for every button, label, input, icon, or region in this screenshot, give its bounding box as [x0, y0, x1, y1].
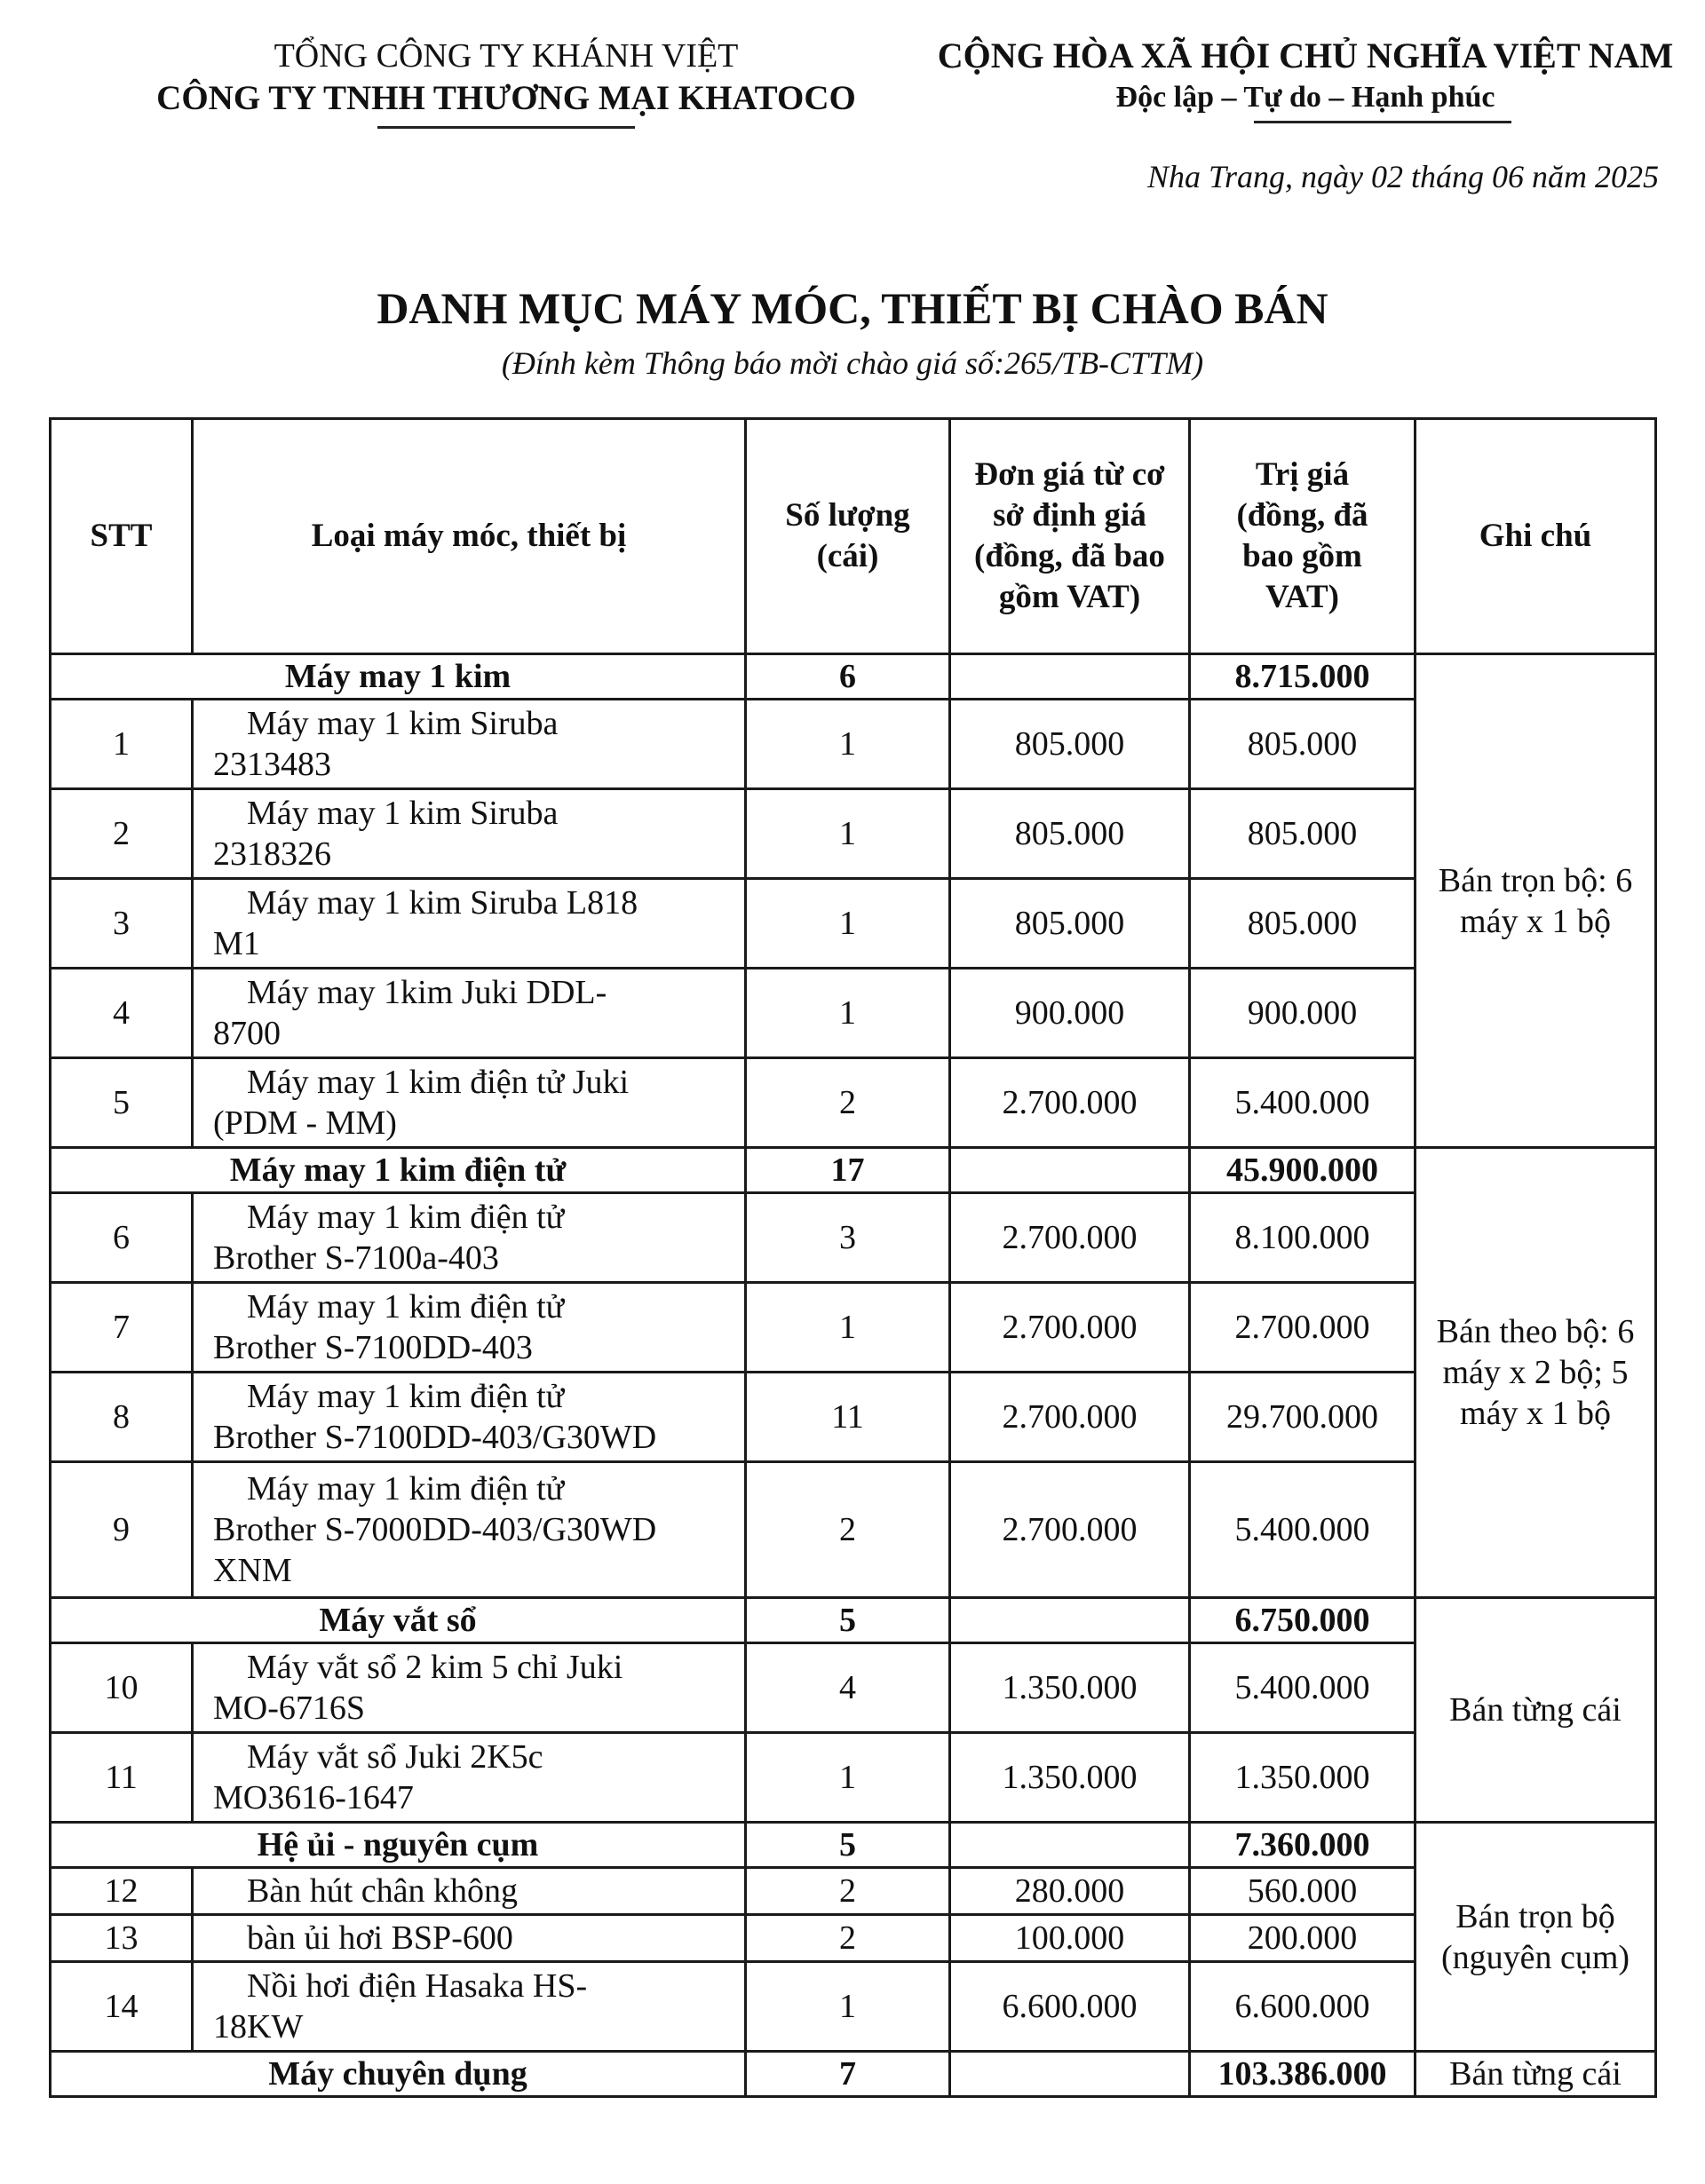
group-name: Máy may 1 kim: [51, 654, 746, 700]
group-name: Máy may 1 kim điện tử: [51, 1148, 746, 1193]
item-value: 200.000: [1190, 1915, 1416, 1962]
item-name-line1: Nồi hơi điện Hasaka HS-: [247, 1967, 588, 2005]
col-header-stt: STT: [51, 419, 193, 654]
motto: Độc lập – Tự do – Hạnh phúc: [1115, 81, 1495, 114]
item-name: [193, 1915, 746, 1962]
item-name-line2: 18KW: [213, 2008, 304, 2046]
item-stt: 10: [51, 1643, 193, 1733]
item-name-line1: Máy may 1 kim Siruba: [247, 795, 559, 832]
group-value: 8.715.000: [1190, 654, 1416, 700]
group-note: Bán trọn bộ (nguyên cụm): [1416, 1823, 1656, 2052]
item-stt: 9: [51, 1462, 193, 1598]
col-header-note: Ghi chú: [1416, 419, 1656, 654]
item-stt: 7: [51, 1283, 193, 1373]
item-stt: 5: [51, 1058, 193, 1148]
item-qty: 2: [746, 1915, 950, 1962]
table-row: [51, 1733, 1656, 1823]
group-value: 45.900.000: [1190, 1148, 1416, 1193]
item-name: [193, 1643, 746, 1733]
table-row: [51, 969, 1656, 1058]
table-row: [51, 1962, 1656, 2052]
item-stt: 6: [51, 1193, 193, 1283]
item-qty: 1: [746, 1283, 950, 1373]
group-name: Hệ ủi - nguyên cụm: [51, 1823, 746, 1868]
item-unit-price: 6.600.000: [950, 1962, 1190, 2052]
item-stt: 4: [51, 969, 193, 1058]
group-note: Bán từng cái: [1416, 1598, 1656, 1823]
group-note: Bán trọn bộ: 6 máy x 1 bộ: [1416, 654, 1656, 1148]
item-name-line2: MO-6716S: [213, 1689, 366, 1727]
item-unit-price: 805.000: [950, 879, 1190, 969]
item-unit-price: 2.700.000: [950, 1193, 1190, 1283]
group-value: 6.750.000: [1190, 1598, 1416, 1643]
item-value: 5.400.000: [1190, 1058, 1416, 1148]
item-unit-price: 2.700.000: [950, 1462, 1190, 1598]
item-qty: 1: [746, 789, 950, 879]
item-value: 5.400.000: [1190, 1462, 1416, 1598]
item-qty: 4: [746, 1643, 950, 1733]
table-row: [51, 1058, 1656, 1148]
item-stt: 11: [51, 1733, 193, 1823]
item-qty: 1: [746, 969, 950, 1058]
item-value: 2.700.000: [1190, 1283, 1416, 1373]
item-unit-price: 2.700.000: [950, 1373, 1190, 1462]
document-subtitle: (Đính kèm Thông báo mời chào giá số:265/TB-CTTM): [501, 345, 1204, 381]
item-name-line2: Brother S-7100a-403: [213, 1239, 499, 1277]
item-unit-price: 1.350.000: [950, 1733, 1190, 1823]
item-name-line2: M1: [213, 925, 260, 962]
item-name-line1: Bàn hút chân không: [247, 1872, 519, 1910]
item-value: 1.350.000: [1190, 1733, 1416, 1823]
group-unit-price: [950, 2052, 1190, 2097]
table-row: [51, 1643, 1656, 1733]
col-header-value: Trị giá (đồng, đã bao gồm VAT): [1190, 419, 1416, 654]
item-qty: 3: [746, 1193, 950, 1283]
item-name-line1: Máy vắt sổ Juki 2K5c: [247, 1738, 543, 1776]
item-name-line1: Máy may 1 kim điện tử Juki: [247, 1064, 630, 1101]
item-name-line2: 2318326: [213, 835, 331, 873]
group-name: Máy chuyên dụng: [51, 2052, 746, 2097]
group-unit-price: [950, 1598, 1190, 1643]
group-unit-price: [950, 654, 1190, 700]
group-qty: 5: [746, 1823, 950, 1868]
item-name: [193, 1462, 746, 1598]
table-header-row: [51, 419, 1656, 654]
item-unit-price: 1.350.000: [950, 1643, 1190, 1733]
item-qty: 1: [746, 700, 950, 789]
table-row: [51, 1193, 1656, 1283]
table-row: [51, 1373, 1656, 1462]
item-name: [193, 1868, 746, 1915]
item-stt: 2: [51, 789, 193, 879]
item-qty: 1: [746, 1733, 950, 1823]
item-name-line1: bàn ủi hơi BSP-600: [247, 1919, 513, 1957]
col-header-qty: Số lượng (cái): [746, 419, 950, 654]
item-name-line2: Brother S-7100DD-403/G30WD: [213, 1419, 657, 1456]
table-row: [51, 1283, 1656, 1373]
item-name: [193, 1058, 746, 1148]
item-value: 6.600.000: [1190, 1962, 1416, 2052]
item-name-line3: XNM: [213, 1552, 292, 1589]
item-name-line1: Máy vắt sổ 2 kim 5 chỉ Juki: [247, 1649, 623, 1686]
item-qty: 2: [746, 1462, 950, 1598]
nation-name: CỘNG HÒA XÃ HỘI CHỦ NGHĨA VIỆT NAM: [937, 36, 1674, 75]
item-value: 805.000: [1190, 700, 1416, 789]
issuer-block: [124, 36, 888, 129]
item-unit-price: 2.700.000: [950, 1058, 1190, 1148]
item-name-line2: MO3616-1647: [213, 1779, 414, 1816]
item-name-line1: Máy may 1 kim điện tử: [247, 1199, 565, 1236]
item-name-line1: Máy may 1 kim Siruba: [247, 705, 559, 742]
item-name-line1: Máy may 1 kim điện tử: [247, 1378, 565, 1415]
group-row: [51, 1148, 1656, 1193]
item-unit-price: 805.000: [950, 700, 1190, 789]
item-name: [193, 1962, 746, 2052]
item-name-line1: Máy may 1 kim Siruba L818: [247, 884, 638, 922]
item-value: 805.000: [1190, 789, 1416, 879]
item-qty: 1: [746, 879, 950, 969]
group-unit-price: [950, 1823, 1190, 1868]
item-stt: 14: [51, 1962, 193, 2052]
place-date: Nha Trang, ngày 02 tháng 06 năm 2025: [1146, 159, 1659, 194]
item-name-line2: Brother S-7000DD-403/G30WD: [213, 1511, 657, 1548]
item-name: [193, 1283, 746, 1373]
group-row: [51, 2052, 1656, 2097]
group-unit-price: [950, 1148, 1190, 1193]
company-underline: [377, 126, 635, 129]
table-row: [51, 1462, 1656, 1598]
col-header-unit-price: Đơn giá từ cơ sở định giá (đồng, đã bao gồm VAT): [950, 419, 1190, 654]
item-value: 29.700.000: [1190, 1373, 1416, 1462]
table-row: [51, 1915, 1656, 1962]
item-unit-price: 280.000: [950, 1868, 1190, 1915]
item-unit-price: 2.700.000: [950, 1283, 1190, 1373]
item-qty: 2: [746, 1058, 950, 1148]
item-qty: 2: [746, 1868, 950, 1915]
group-note: Bán từng cái: [1416, 2052, 1656, 2097]
group-row: [51, 654, 1656, 700]
company-name: CÔNG TY TNHH THƯƠNG MẠI KHATOCO: [156, 79, 856, 117]
item-unit-price: 805.000: [950, 789, 1190, 879]
national-header: [924, 36, 1687, 123]
item-name-line1: Máy may 1kim Juki DDL-: [247, 974, 607, 1011]
item-value: 5.400.000: [1190, 1643, 1416, 1733]
item-unit-price: 900.000: [950, 969, 1190, 1058]
item-name: [193, 700, 746, 789]
group-value: 7.360.000: [1190, 1823, 1416, 1868]
item-qty: 11: [746, 1373, 950, 1462]
group-name: Máy vắt sổ: [51, 1598, 746, 1643]
document-title: DANH MỤC MÁY MÓC, THIẾT BỊ CHÀO BÁN: [377, 283, 1328, 333]
item-name: [193, 1373, 746, 1462]
item-name-line2: (PDM - MM): [213, 1104, 397, 1142]
table-row: [51, 700, 1656, 789]
item-value: 8.100.000: [1190, 1193, 1416, 1283]
group-row: [51, 1598, 1656, 1643]
item-value: 805.000: [1190, 879, 1416, 969]
table-row: [51, 789, 1656, 879]
item-name: [193, 789, 746, 879]
item-name: [193, 1193, 746, 1283]
item-stt: 1: [51, 700, 193, 789]
motto-underline: [1254, 121, 1511, 123]
table-row: [51, 1868, 1656, 1915]
item-value: 560.000: [1190, 1868, 1416, 1915]
item-value: 900.000: [1190, 969, 1416, 1058]
group-qty: 5: [746, 1598, 950, 1643]
item-name: [193, 969, 746, 1058]
item-stt: 3: [51, 879, 193, 969]
item-stt: 12: [51, 1868, 193, 1915]
item-unit-price: 100.000: [950, 1915, 1190, 1962]
group-note: Bán theo bộ: 6 máy x 2 bộ; 5 máy x 1 bộ: [1416, 1148, 1656, 1598]
item-name: [193, 1733, 746, 1823]
item-name: [193, 879, 746, 969]
item-stt: 13: [51, 1915, 193, 1962]
item-name-line2: Brother S-7100DD-403: [213, 1329, 533, 1366]
group-qty: 17: [746, 1148, 950, 1193]
item-name-line2: 8700: [213, 1015, 281, 1052]
group-value: 103.386.000: [1190, 2052, 1416, 2097]
item-qty: 1: [746, 1962, 950, 2052]
group-qty: 7: [746, 2052, 950, 2097]
equipment-table: [49, 417, 1657, 2098]
col-header-name: Loại máy móc, thiết bị: [193, 419, 746, 654]
item-name-line1: Máy may 1 kim điện tử: [247, 1470, 565, 1507]
group-qty: 6: [746, 654, 950, 700]
item-stt: 8: [51, 1373, 193, 1462]
parent-company: TỔNG CÔNG TY KHÁNH VIỆT: [274, 37, 739, 75]
group-row: [51, 1823, 1656, 1868]
item-name-line2: 2313483: [213, 746, 331, 783]
table-row: [51, 879, 1656, 969]
item-name-line1: Máy may 1 kim điện tử: [247, 1288, 565, 1325]
